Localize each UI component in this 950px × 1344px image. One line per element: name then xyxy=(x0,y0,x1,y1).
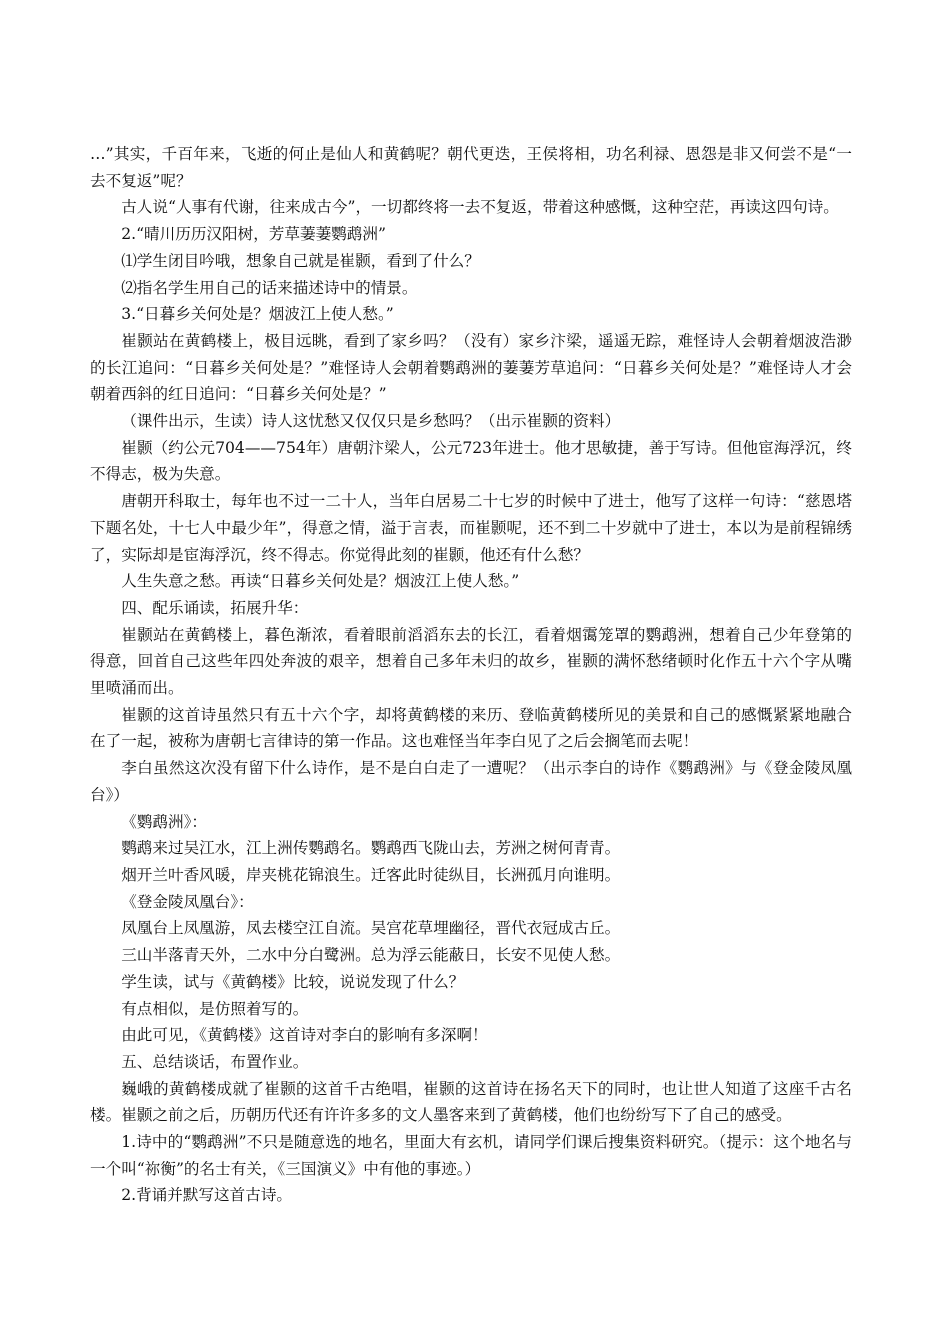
paragraph: 崔颢站在黄鹤楼上，暮色渐浓，看着眼前滔滔东去的长江，看着烟霭笼罩的鹦鹉洲，想着自己少年登第的得意，回首自己这些年四处奔波的艰辛，想着自己多年未归的故乡，崔颢的满怀愁绪顿时化作五十六个字从嘴里喷涌而出。 xyxy=(90,625,852,698)
list-item: ⑵指名学生用自己的话来描述诗中的情景。 xyxy=(121,278,418,297)
section-heading: 五、总结谈话，布置作业。 xyxy=(121,1052,309,1071)
poem-line: 三山半落青天外，二水中分白鹭洲。总为浮云能蔽日，长安不见使人愁。 xyxy=(121,946,621,965)
list-item: 1.诗中的“鹦鹉洲”不只是随意选的地名，里面大有玄机，请同学们课后搜集资料研究。（提示：这个地名与一个叫“祢衡”的名士有关，《三国演义》中有他的事迹。） xyxy=(90,1133,852,1178)
poem-line: 烟开兰叶香风暖，岸夹桃花锦浪生。迁客此时徒纵目，长洲孤月向谁明。 xyxy=(121,865,621,884)
paragraph: 人生失意之愁。再读“日暮乡关何处是？烟波江上使人愁。” xyxy=(121,572,520,591)
list-item: ⑴学生闭目吟哦，想象自己就是崔颢，看到了什么？ xyxy=(121,251,480,270)
section-heading: 2.“晴川历历汉阳树，芳草萋萋鹦鹉洲” xyxy=(121,225,386,244)
paragraph: 崔颢的这首诗虽然只有五十六个字，却将黄鹤楼的来历、登临黄鹤楼所见的美景和自己的感慨紧紧地融合在了一起，被称为唐朝七言律诗的第一作品。这也难怪当年李白见了之后会搁笔而去呢！ xyxy=(90,705,852,751)
poem-line: 凤凰台上凤凰游，凤去楼空江自流。吴宫花草埋幽径，晋代衣冠成古丘。 xyxy=(121,919,621,938)
paragraph: 古人说“人事有代谢，往来成古今”，一切都终将一去不复返，带着这种感慨，这种空茫，再读这四句诗。 xyxy=(121,198,839,217)
paragraph: 李白虽然这次没有留下什么诗作，是不是白白走了一遭呢？（出示李白的诗作《鹦鹉洲》与《登金陵凤凰台》） xyxy=(90,759,852,804)
paragraph: …”其实，千百年来，飞逝的何止是仙人和黄鹤呢？朝代更迭，王侯将相，功名利禄、恩怨是非又何尝不是“一去不复返”呢？ xyxy=(90,145,852,190)
paragraph: 学生读，试与《黄鹤楼》比较，说说发现了什么？ xyxy=(121,972,465,991)
paragraph: 唐朝开科取士，每年也不过一二十人，当年白居易二十七岁的时候中了进士，他写了这样一句诗：“慈恩塔下题名处，十七人中最少年”，得意之情，溢于言表，而崔颢呢，还不到二十岁就中了进士，本以为是前程锦绣了，实际却是宦海浮沉，终不得志。你觉得此刻的崔颢，他还有什么愁？ xyxy=(90,492,852,564)
paragraph: 崔颢站在黄鹤楼上，极目远眺，看到了家乡吗？（没有）家乡汴梁，遥遥无踪，难怪诗人会朝着烟波浩渺的长江追问：“日暮乡关何处是？”难怪诗人会朝着鹦鹉洲的萋萋芳草追问：“日暮乡关何处是？”难怪诗人才会朝着西斜的红日追问：“日暮乡关何处是？” xyxy=(90,331,852,404)
list-item: 2.背诵并默写这首古诗。 xyxy=(121,1186,293,1205)
section-heading: 3.“日暮乡关何处是？烟波江上使人愁。” xyxy=(121,305,394,324)
section-heading: 四、配乐诵读，拓展升华： xyxy=(121,598,309,617)
paragraph: （课件出示，生读）诗人这忧愁又仅仅只是乡愁吗？（出示崔颢的资料） xyxy=(121,412,621,431)
paragraph: 有点相似，是仿照着写的。 xyxy=(121,999,309,1018)
paragraph: 巍峨的黄鹤楼成就了崔颢的这首千古绝唱，崔颢的这首诗在扬名天下的同时，也让世人知道了这座千古名楼。崔颢之前之后，历朝历代还有许许多多的文人墨客来到了黄鹤楼，他们也纷纷写下了自己的感受。 xyxy=(90,1079,852,1125)
paragraph: 崔颢（约公元704——754年）唐朝汴梁人，公元723年进士。他才思敏捷，善于写诗。但他宦海浮沉，终不得志，极为失意。 xyxy=(90,438,852,484)
poem-title: 《登金陵凤凰台》： xyxy=(121,892,254,911)
paragraph: 由此可见，《黄鹤楼》这首诗对李白的影响有多深啊！ xyxy=(121,1026,488,1045)
poem-line: 鹦鹉来过吴江水，江上洲传鹦鹉名。鹦鹉西飞陇山去，芳洲之树何青青。 xyxy=(121,839,621,858)
document-body xyxy=(90,141,852,1209)
poem-title: 《鹦鹉洲》： xyxy=(121,812,207,831)
